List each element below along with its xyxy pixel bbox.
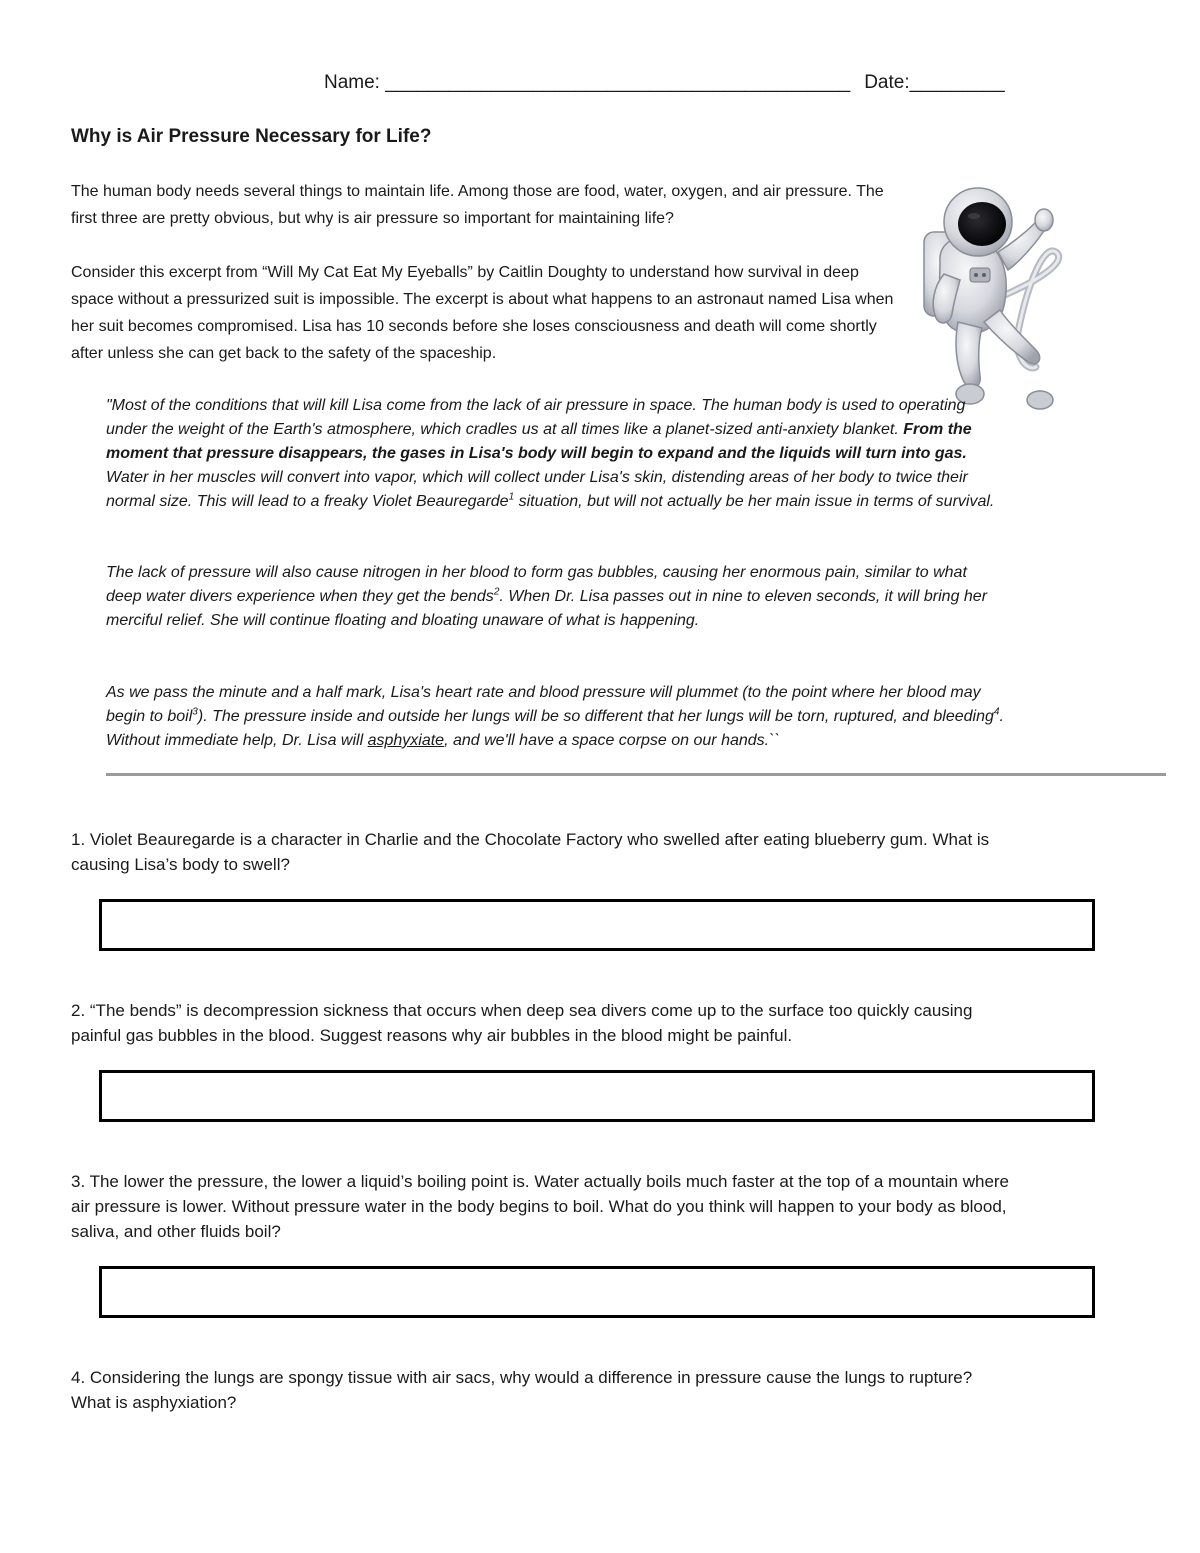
quote-paragraph-3: As we pass the minute and a half mark, Lisa's heart rate and blood pressure will plummet (to the point where her blood may begin to boil$^3$). The pressure inside and outside her lungs will be so different that her lungs will be torn, ruptured, and bleeding$^4$. Without immediate help, Dr. Lisa will asphyxiate, and we'll have a space corpse on our hands.`` xyxy=(106,684,1004,749)
answer-box-1[interactable] xyxy=(99,899,1095,951)
header-line xyxy=(324,72,1005,94)
worksheet-title: Why is Air Pressure Necessary for Life? xyxy=(71,126,432,147)
question-4: 4. Considering the lungs are spongy tissue with air sacs, why would a difference in pressure cause the lungs to rupture? What is asphyxiation? xyxy=(71,1368,973,1412)
name-field[interactable]: Name: ____________________________________________ xyxy=(324,72,851,93)
quote-paragraph-2: The lack of pressure will also cause nitrogen in her blood to form gas bubbles, causing her enormous pain, similar to what deep water divers experience when they get the bends$^2$. When Dr. Lisa passes out in nine to eleven seconds, it will bring her merciful relief. She will continue floating and bloating unaware of what is happening. xyxy=(106,564,988,629)
answer-box-2[interactable] xyxy=(99,1070,1095,1122)
astronaut-illustration xyxy=(918,182,1070,414)
date-field[interactable]: Date:_________ xyxy=(864,72,1005,93)
question-2: 2. “The bends” is decompression sickness that occurs when deep sea divers come up to the surface too quickly causing painful gas bubbles in the blood. Suggest reasons why air bubbles in the blood might be painful. xyxy=(71,1001,973,1045)
question-3: 3. The lower the pressure, the lower a liquid’s boiling point is. Water actually boils much faster at the top of a mountain where air pressure is lower. Without pressure water in the body begins to boil. What do you think will happen to your body as blood, saliva, and other fluids boil? xyxy=(71,1172,1010,1241)
section-divider xyxy=(106,773,1166,776)
answer-box-3[interactable] xyxy=(99,1266,1095,1318)
quote-paragraph-1: "Most of the conditions that will kill Lisa come from the lack of air pressure in space. The human body is used to operating under the weight of the Earth's atmosphere, which cradles us at all times like a planet-sized anti-anxiety blanket. From the moment that pressure disappears, the gases in Lisa's body will begin to expand and the liquids will turn into gas. Water in her muscles will convert into vapor, which will collect under Lisa's skin, distending areas of her body to twice their normal size. This will lead to a freaky Violet Beauregarde$^1$ situation, but will not actually be her main issue in terms of survival. xyxy=(106,397,995,510)
question-1: 1. Violet Beauregarde is a character in Charlie and the Chocolate Factory who swelled after eating blueberry gum. What is causing Lisa’s body to swell? xyxy=(71,830,990,874)
intro-paragraph-2: Consider this excerpt from “Will My Cat Eat My Eyeballs” by Caitlin Doughty to understand how survival in deep space without a pressurized suit is impossible. The excerpt is about what happens to an astronaut named Lisa when her suit becomes compromised. Lisa has 10 seconds before she loses consciousness and death will come shortly after unless she can get back to the safety of the spaceship. xyxy=(71,264,894,362)
intro-paragraph-1: The human body needs several things to maintain life. Among those are food, water, oxygen, and air pressure. The first three are pretty obvious, but why is air pressure so important for maintaining life? xyxy=(71,183,884,227)
